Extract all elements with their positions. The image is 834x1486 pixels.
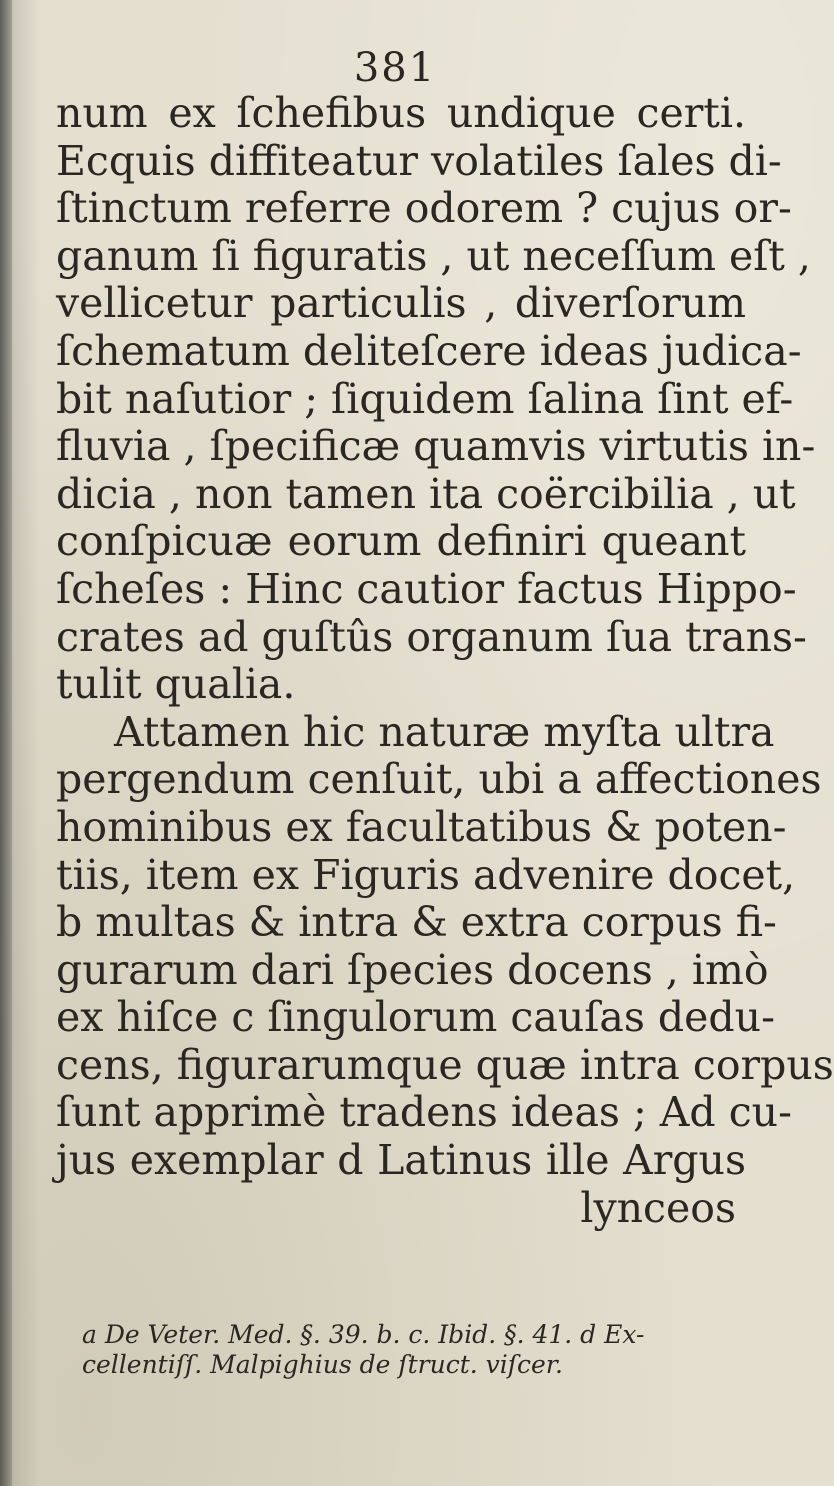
- text-line: ſchematum deliteſcere ideas judica-: [56, 326, 802, 375]
- text-line: tulit qualia.: [56, 660, 296, 709]
- text-line: pergendum cenſuit, ubi a affectiones: [56, 755, 822, 804]
- text-line: bit naſutior ; ſiquidem ſalina ſint ef-: [56, 374, 794, 423]
- text-line: fluvia , ſpecificæ quamvis virtutis in-: [56, 422, 816, 471]
- text-line: ex hiſce c ſingulorum cauſas dedu-: [56, 993, 775, 1042]
- footnotes: [82, 1320, 742, 1380]
- text-line: tiis, item ex Figuris advenire docet,: [56, 850, 796, 899]
- text-line-indented: Attamen hic naturæ myſta ultra: [114, 707, 775, 756]
- text-line: crates ad guſtûs organum ſua trans-: [56, 612, 807, 661]
- body-text: [56, 89, 834, 1232]
- text-line: gurarum dari ſpecies docens , imò: [56, 945, 769, 994]
- catchword: lynceos: [580, 1183, 736, 1232]
- text-line: num ex ſchefibus undique certi.: [56, 89, 746, 137]
- footnote-line: cellentiſſ. Malpighius de ſtruct. viſcer.: [82, 1350, 563, 1379]
- text-line: jus exemplar d Latinus ille Argus: [56, 1136, 746, 1185]
- text-line: ſtinctum referre odorem ? cujus or-: [56, 184, 792, 233]
- text-line: ganum ſi figuratis , ut neceſſum eſt ,: [56, 231, 811, 280]
- text-line: vellicetur particulis , diverſorum: [56, 279, 746, 328]
- text-line: ſunt apprimè tradens ideas ; Ad cu-: [56, 1088, 792, 1137]
- text-line: b multas & intra & extra corpus fi-: [56, 898, 777, 947]
- text-line: conſpicuæ eorum definiri queant: [56, 517, 746, 566]
- text-line: cens, figurarumque quæ intra corpus: [56, 1040, 834, 1089]
- text-line: Ecquis diffiteatur volatiles ſales di-: [56, 136, 782, 185]
- text-line: ſcheſes : Hinc cautior factus Hippo-: [56, 564, 797, 613]
- footnote-line: a De Veter. Med. §. 39. b. c. Ibid. §. 41. d Ex-: [82, 1320, 645, 1349]
- page-number: 381: [353, 45, 437, 91]
- text-line: dicia , non tamen ita coërcibilia , ut: [56, 469, 796, 518]
- text-line: hominibus ex facultatibus & poten-: [56, 802, 787, 851]
